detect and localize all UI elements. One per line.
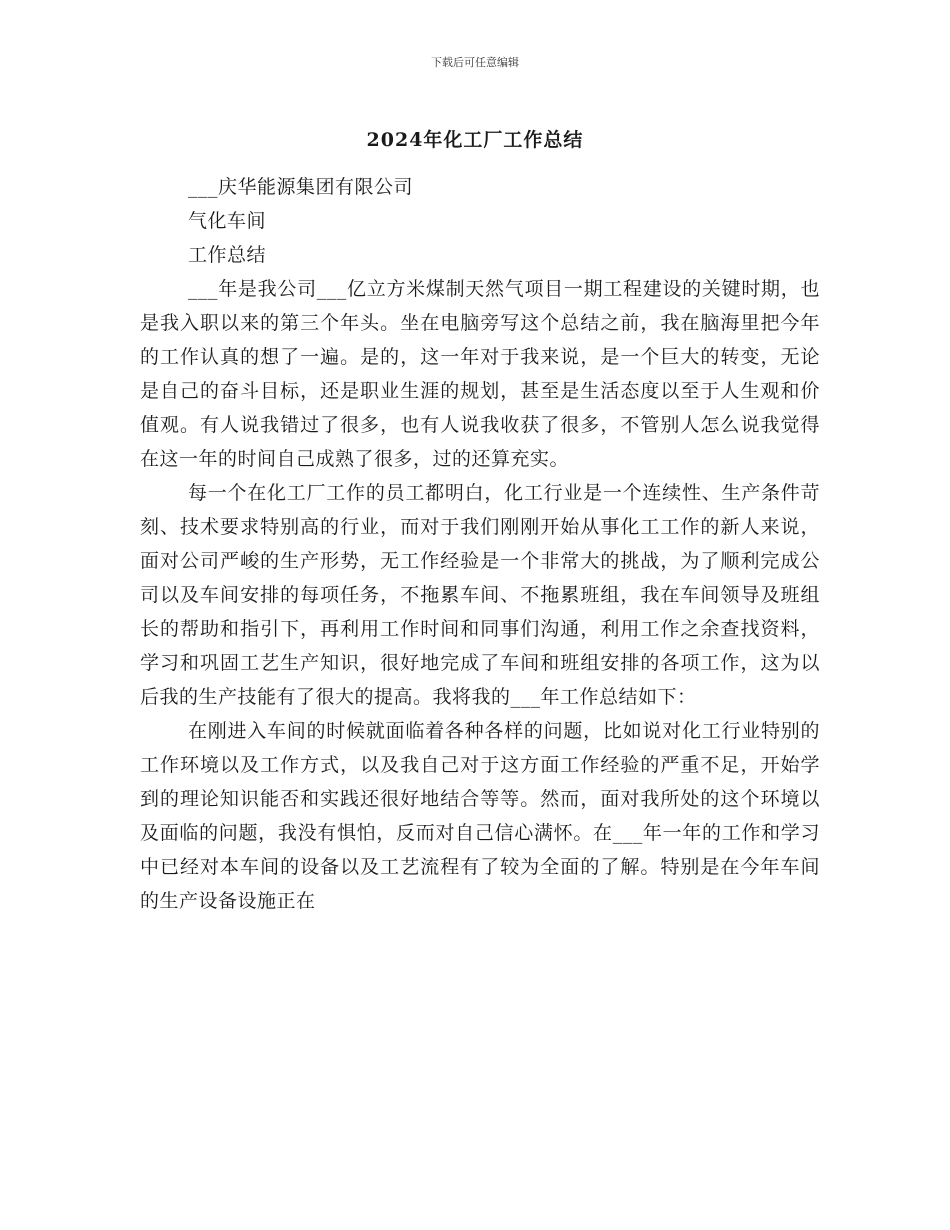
workshop-line: 气化车间 xyxy=(188,210,267,232)
paragraph-challenges: 在刚进入车间的时候就面临着各种各样的问题，比如说对化工行业特别的工作环境以及工作方式，以及我自己对于这方面工作经验的严重不足，开始学到的理论知识能否和实践还很好地结合等等。然而，面对我所处的这个环境以及面临的问题，我没有惧怕，反而对自己信心满怀。在___年一年的工作和学习中已经对本车间的设备以及工艺流程有了较为全面的了解。特别是在今年车间的生产设备设施正在 xyxy=(140,720,820,912)
paragraph-intro: ___年是我公司___亿立方米煤制天然气项目一期工程建设的关键时期，也是我入职以来的第三个年头。坐在电脑旁写这个总结之前，我在脑海里把今年的工作认真的想了一遍。是的，这一年对于我来说，是一个巨大的转变，无论是自己的奋斗目标，还是职业生涯的规划，甚至是生活态度以至于人生观和价值观。有人说我错过了很多，也有人说我收获了很多，不管别人怎么说我觉得在这一年的时间自己成熟了很多，过的还算充实。 xyxy=(140,278,820,470)
summary-label: 工作总结 xyxy=(188,244,267,266)
header-note: 下载后可任意编辑 xyxy=(431,56,519,69)
document-body xyxy=(140,170,820,918)
document-title: 2024年化工厂工作总结 xyxy=(366,129,584,151)
paragraph-industry: 每一个在化工厂工作的员工都明白，化工行业是一个连续性、生产条件苛刻、技术要求特别高的行业，而对于我们刚刚开始从事化工工作的新人来说，面对公司严峻的生产形势，无工作经验是一个非常大的挑战，为了顺利完成公司以及车间安排的每项任务，不拖累车间、不拖累班组，我在车间领导及班组长的帮助和指引下，再利用工作时间和同事们沟通，利用工作之余查找资料，学习和巩固工艺生产知识，很好地完成了车间和班组安排的各项工作，这为以后我的生产技能有了很大的提高。我将我的___年工作总结如下： xyxy=(140,482,820,708)
company-line: ___庆华能源集团有限公司 xyxy=(188,176,414,198)
